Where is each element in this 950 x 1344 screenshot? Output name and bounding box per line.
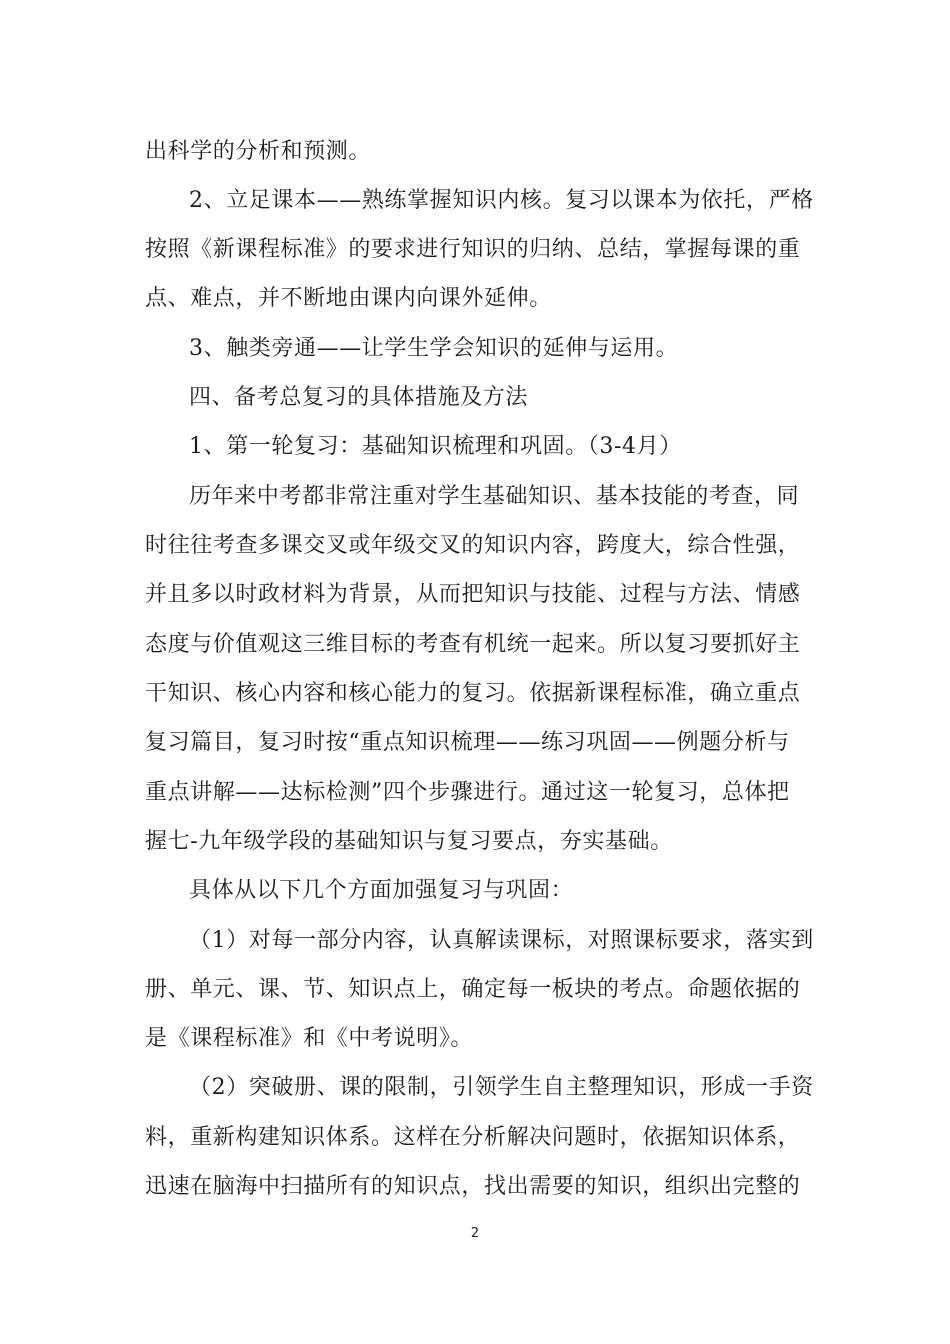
subsection-heading: 1、第一轮复习：基础知识梳理和巩固。（3-4月） (189, 434, 682, 459)
text-line: 态度与价值观这三维目标的考查有机统一起来。所以复习要抓好主 (145, 632, 801, 657)
text-line: 具体从以下几个方面加强复习与巩固： (189, 878, 574, 903)
text-line: 按照《新课程标准》的要求进行知识的归纳、总结，掌握每课的重 (145, 237, 801, 262)
text-line: 并且多以时政材料为背景，从而把知识与技能、过程与方法、情感 (145, 582, 801, 607)
text-line: （2）突破册、课的限制，引领学生自主整理知识，形成一手资 (189, 1075, 814, 1100)
section-heading: 四、备考总复习的具体措施及方法 (189, 385, 529, 410)
page-number: 2 (470, 1226, 480, 1241)
text-line: 2、立足课本——熟练掌握知识内核。复习以课本为依托，严格 (189, 188, 814, 213)
text-line: 3、触类旁通——让学生学会知识的延伸与运用。 (189, 336, 679, 361)
text-line: 历年来中考都非常注重对学生基础知识、基本技能的考查，同 (189, 484, 800, 509)
text-line: 干知识、核心内容和核心能力的复习。依据新课程标准，确立重点 (145, 681, 801, 706)
text-line: 料，重新构建知识体系。这样在分析解决问题时，依据知识体系， (145, 1125, 801, 1150)
text-line: 握七-九年级学段的基础知识与复习要点，夯实基础。 (145, 829, 673, 854)
text-line: 迅速在脑海中扫描所有的知识点，找出需要的知识，组织出完整的 (145, 1174, 801, 1199)
text-line: 是《课程标准》和《中考说明》。 (145, 1026, 474, 1051)
text-line: 点、难点，并不断地由课内向课外延伸。 (145, 286, 552, 311)
text-line: 册、单元、课、节、知识点上，确定每一板块的考点。命题依据的 (145, 977, 801, 1002)
text-line: （1）对每一部分内容，认真解读课标，对照课标要求，落实到 (189, 928, 814, 953)
text-line: 时往往考查多课交叉或年级交叉的知识内容，跨度大，综合性强， (145, 533, 801, 558)
text-line: 出科学的分析和预测。 (145, 139, 372, 164)
text-line: 重点讲解——达标检测”四个步骤进行。通过这一轮复习，总体把 (145, 780, 790, 805)
text-line: 复习篇目，复习时按“重点知识梳理——练习巩固——例题分析与 (145, 730, 790, 755)
